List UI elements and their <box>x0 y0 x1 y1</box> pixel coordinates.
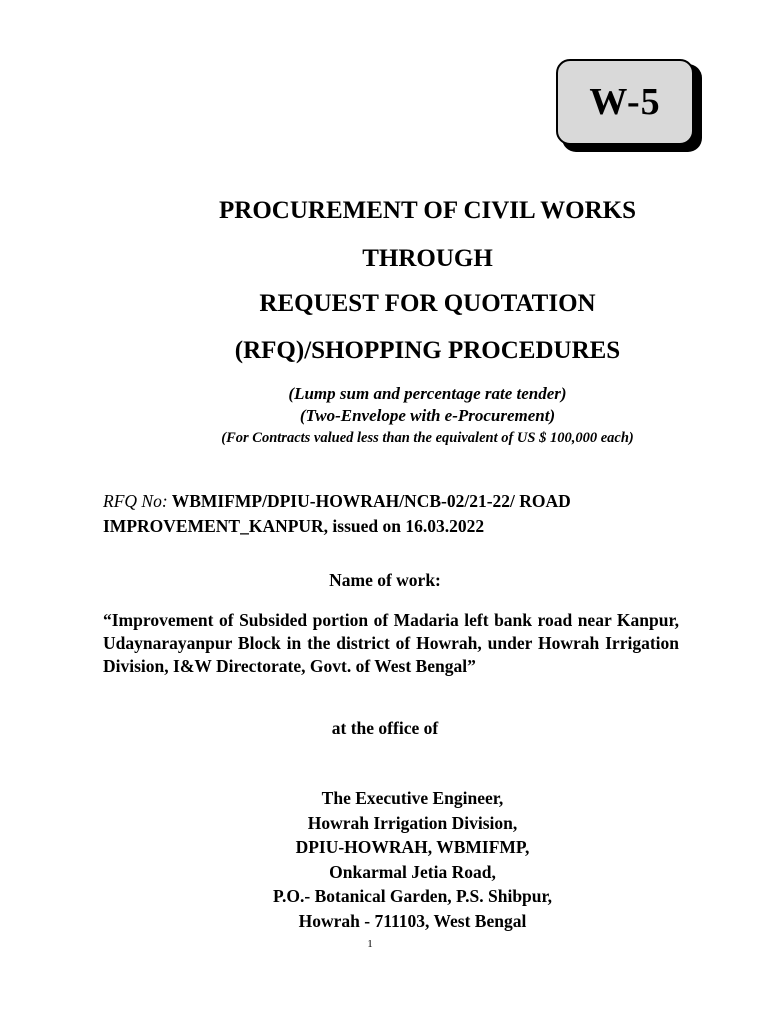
rfq-text: WBMIFMP/DPIU-HOWRAH/NCB-02/21-22/ ROAD IMPROVEMENT_KANPUR, issued on 16.03.2022 <box>103 491 571 536</box>
office-address <box>150 786 675 933</box>
address-line: Howrah Irrigation Division, <box>307 812 518 833</box>
title-line-2: THROUGH <box>362 245 493 272</box>
address-line: Onkarmal Jetia Road, <box>329 861 496 882</box>
name-of-work-text: “Improvement of Subsided portion of Madaria left bank road near Kanpur, Udaynarayanpur Block in the district of Howrah, under Howrah Irrigation Division, I&W Directorate, Govt. of West Bengal” <box>103 610 679 676</box>
form-number-badge <box>556 59 694 145</box>
title-line-1: PROCUREMENT OF CIVIL WORKS <box>219 197 636 224</box>
title-line-3: REQUEST FOR QUOTATION <box>259 290 596 317</box>
address-line: The Executive Engineer, <box>321 788 504 808</box>
office-intro: at the office of <box>331 718 439 738</box>
address-line: DPIU-HOWRAH, WBMIFMP, <box>295 837 530 857</box>
page-number: 1 <box>367 938 373 950</box>
subtitle-line-2: (Two-Envelope with e-Procurement) <box>299 406 556 425</box>
name-of-work-heading: Name of work: <box>329 570 441 590</box>
title-line-4: (RFQ)/SHOPPING PROCEDURES <box>234 337 621 364</box>
rfq-label: RFQ No: <box>103 491 168 511</box>
address-line: Howrah - 711103, West Bengal <box>298 910 527 931</box>
subtitle-line-1: (Lump sum and percentage rate tender) <box>288 384 567 403</box>
rfq-number <box>103 489 683 539</box>
address-line: P.O.- Botanical Garden, P.S. Shibpur, <box>272 886 553 906</box>
subtitle-line-3: (For Contracts valued less than the equivalent of US $ 100,000 each) <box>221 430 634 446</box>
form-number-label: W-5 <box>589 81 661 123</box>
